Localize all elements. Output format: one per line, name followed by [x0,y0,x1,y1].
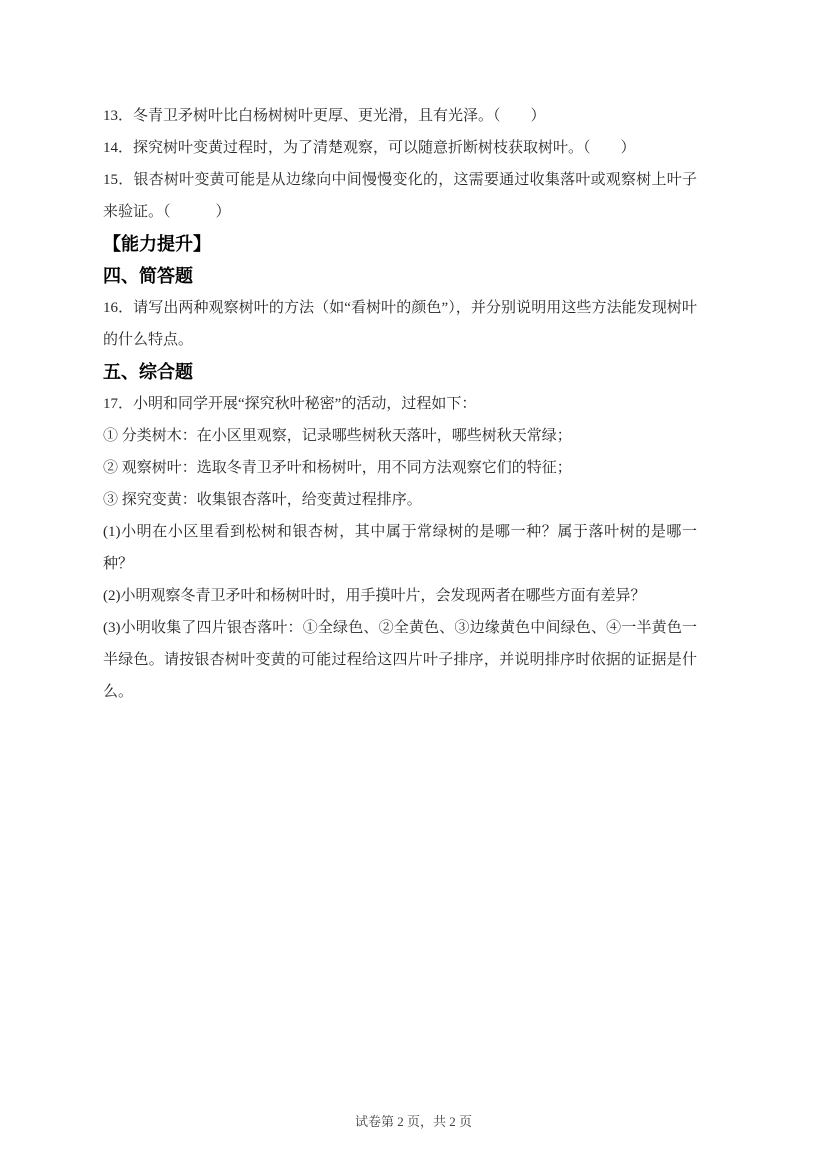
section-5-heading: 五、综合题 [103,362,193,382]
question-14: 14．探究树叶变黄过程时，为了清楚观察，可以随意折断树枝获取树叶。（ ） [103,140,636,156]
step-observe-leaves: ② 观察树叶：选取冬青卫矛叶和杨树叶，用不同方法观察它们的特征； [103,460,572,476]
question-16: 16．请写出两种观察树叶的方法（如“看树叶的颜色”），并分别说明用这些方法能发现树叶的什么特点。 [103,300,697,348]
page-footer [0,1112,827,1132]
subquestion-2: (2)小明观察冬青卫矛叶和杨树叶时，用手摸叶片，会发现两者在哪些方面有差异？ [103,588,646,604]
exam-body [103,100,697,708]
step-explore-yellowing: ③ 探究变黄：收集银杏落叶，给变黄过程排序。 [103,492,422,508]
section-4-heading: 四、简答题 [103,266,193,286]
step-classify-trees: ① 分类树木：在小区里观察，记录哪些树秋天落叶，哪些树秋天常绿； [103,428,572,444]
question-15: 15．银杏树叶变黄可能是从边缘向中间慢慢变化的，这需要通过收集落叶或观察树上叶子来验证。（ ） [103,172,697,220]
question-17-intro: 17．小明和同学开展“探究秋叶秘密”的活动，过程如下： [103,396,477,412]
subquestion-1: (1)小明在小区里看到松树和银杏树，其中属于常绿树的是哪一种？属于落叶树的是哪一种？ [103,524,697,572]
question-13: 13．冬青卫矛树叶比白杨树树叶更厚、更光滑，且有光泽。（ ） [103,108,546,124]
page-number-text: 试卷第 2 页，共 2 页 [354,1114,472,1129]
ability-improvement-heading: 【能力提升】 [103,234,211,254]
subquestion-3: (3)小明收集了四片银杏落叶：①全绿色、②全黄色、③边缘黄色中间绿色、④一半黄色一半绿色。请按银杏树叶变黄的可能过程给这四片叶子排序，并说明排序时依据的证据是什么。 [103,620,697,700]
